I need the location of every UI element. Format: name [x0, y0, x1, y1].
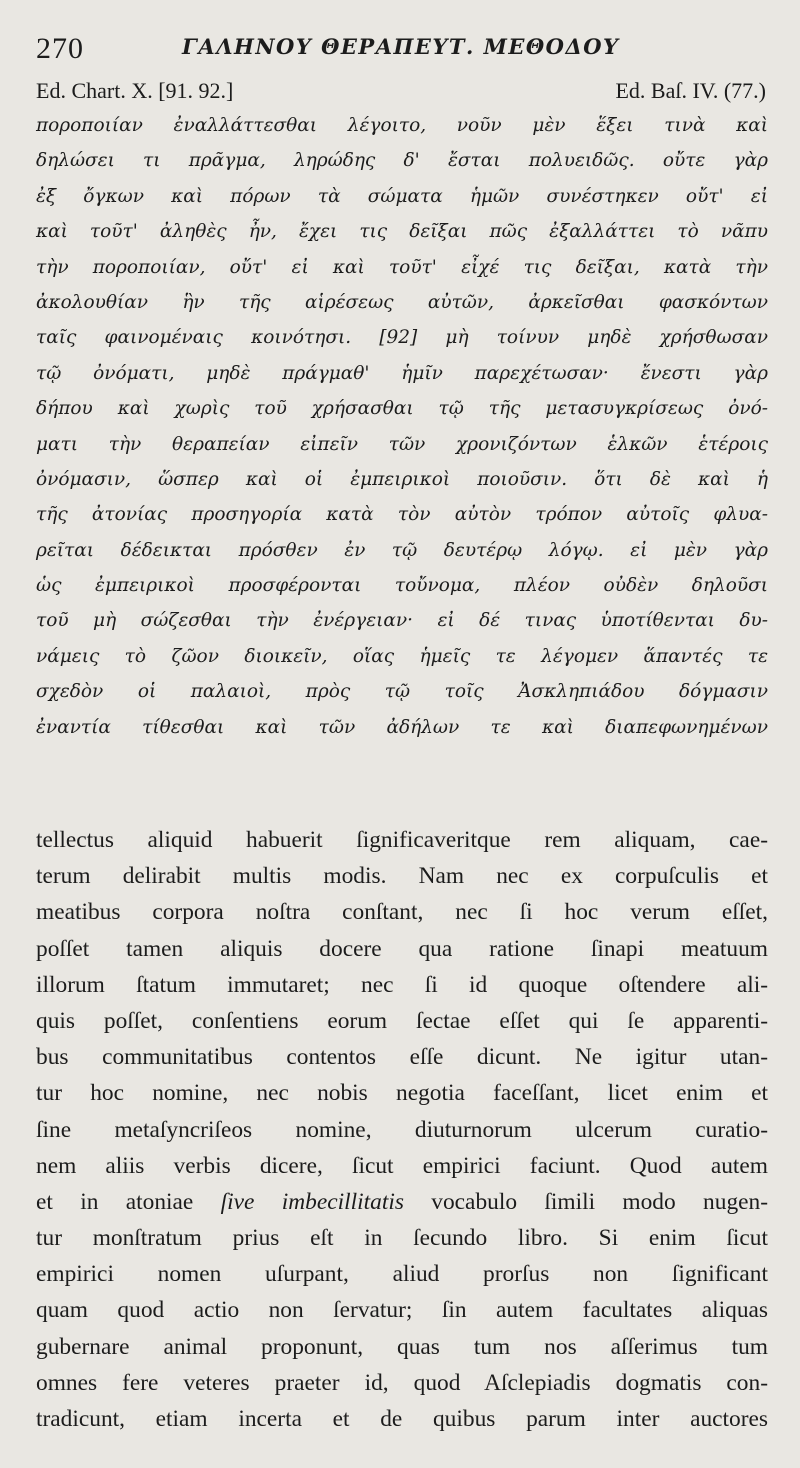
latin-line	[36, 894, 768, 930]
greek-line: νάμεις τὸ ζῶον διοικεῖν, οἵας ἡμεῖς τε λέγομεν ἅπαντές τε	[36, 645, 768, 667]
edition-chartier-reference: Ed. Chart. X. [91. 92.]	[36, 78, 234, 103]
greek-line: ὀνόμασιν, ὥσπερ καὶ οἱ ἐμπειρικοὶ ποιοῦσιν. ὅτι δὲ καὶ ἡ	[36, 468, 768, 490]
latin-line	[36, 1148, 768, 1184]
latin-text: omnes fere veteres praeter id, quod Aſclepiadis dogmatis con-	[36, 1369, 768, 1396]
latin-text: tur hoc nomine, nec nobis negotia faceſſant, licet enim et	[36, 1080, 768, 1107]
latin-text: vocabulo ſimili modo nugen-	[403, 1188, 769, 1215]
greek-line: ρεῖται δέδεικται πρόσθεν ἐν τῷ δευτέρῳ λόγῳ. εἰ μὲν γὰρ	[36, 539, 768, 561]
latin-text: nem aliis verbis dicere, ſicut empirici faciunt. Quod autem	[36, 1152, 768, 1179]
greek-line: πορoποιίαν ἐναλλάττεσθαι λέγοιτο, νοῦν μὲν ἕξει τινὰ καὶ	[36, 115, 768, 136]
latin-italic-gloss: ſive imbecillitatis	[220, 1188, 404, 1215]
latin-text: tellectus aliquid habuerit ſignificaveritque rem aliquam, cae-	[36, 827, 768, 853]
latin-line	[36, 858, 768, 894]
greek-line: ἐναντία τίθεσθαι καὶ τῶν ἀδήλων τε καὶ διαπεφωνημένων	[36, 716, 768, 738]
greek-line: ματι τὴν θεραπείαν εἰπεῖν τῶν χρονιζόντων ἑλκῶν ἑτέροις	[36, 433, 768, 455]
latin-line	[36, 1220, 768, 1256]
latin-text: et in atoniae	[36, 1188, 221, 1215]
latin-line	[36, 1184, 768, 1220]
greek-text-block	[36, 108, 768, 745]
latin-text: gubernare animal proponunt, quas tum nos aſſerimus tum	[36, 1333, 768, 1360]
latin-text: poſſet tamen aliquis docere qua ratione ſinapi meatuum	[36, 935, 768, 962]
greek-line: τῷ ὀνόματι, μηδὲ πράγμαθ' ἡμῖν παρεχέτωσαν· ἔνεστι γὰρ	[36, 362, 768, 384]
latin-line	[36, 1075, 768, 1111]
page-header	[36, 30, 766, 64]
latin-line	[36, 967, 768, 1003]
page-number: 270	[36, 32, 84, 65]
greek-line: δηλώσει τι πρᾶγμα, ληρώδης δ' ἔσται πολυειδῶς. οὔτε γὰρ	[36, 150, 768, 172]
greek-line: τὴν πορoποιίαν, οὔτ' εἰ καὶ τοῦτ' εἶχέ τις δεῖξαι, κατὰ τὴν	[36, 256, 768, 278]
latin-line	[36, 1365, 768, 1401]
latin-text: meatibus corpora noſtra conſtant, nec ſi hoc verum eſſet,	[36, 899, 768, 926]
greek-line: τοῦ μὴ σώζεσθαι τὴν ἐνέργειαν· εἰ δέ τινας ὑποτίθενται δυ-	[36, 610, 768, 632]
latin-line	[36, 1401, 768, 1437]
latin-text: quam quod actio non ſervatur; ſin autem facultates aliquas	[36, 1297, 768, 1324]
greek-line: σχεδὸν οἱ παλαιοὶ, πρὸς τῷ τοῖς Ἀσκληπιάδου δόγμασιν	[36, 681, 768, 703]
latin-line	[36, 1003, 768, 1039]
greek-line: καὶ τοῦτ' ἀληθὲς ἦν, ἔχει τις δεῖξαι πῶς ἐξαλλάττει τὸ νᾶπυ	[36, 221, 768, 243]
latin-line	[36, 1329, 768, 1365]
latin-text: illorum ſtatum immutaret; nec ſi id quoque oſtendere ali-	[36, 971, 768, 998]
latin-text-block	[36, 822, 768, 1437]
greek-line: ἀκολουθίαν ἣν τῆς αἱρέσεως αὐτῶν, ἀρκεῖσθαι φασκόντων	[36, 291, 768, 313]
latin-text: quis poſſet, conſentiens eorum ſectae eſſet qui ſe apparenti-	[36, 1007, 768, 1034]
greek-line: ἐξ ὄγκων καὶ πόρων τὰ σώματα ἡμῶν συνέστηκεν οὔτ' εἰ	[36, 185, 768, 207]
latin-line	[36, 931, 768, 967]
latin-line	[36, 1039, 768, 1075]
running-title: ΓΑΛΗΝΟΥ ΘΕΡΑΠΕΥΤ. ΜΕΘΟΔΟΥ	[182, 34, 620, 59]
latin-text: ſine metaſyncriſeos nomine, diuturnorum ulcerum curatio-	[36, 1116, 768, 1143]
latin-text: tradicunt, etiam incerta et de quibus parum inter auctores	[36, 1406, 768, 1432]
latin-line	[36, 1256, 768, 1292]
edition-basel-reference: Ed. Baſ. IV. (77.)	[615, 78, 766, 103]
edition-references	[36, 78, 766, 108]
greek-line: ταῖς φαινομέναις κοινότησι. [92] μὴ τοίνυν μηδὲ χρήσθωσαν	[36, 327, 768, 349]
greek-line: τῆς ἀτονίας προσηγορία κατὰ τὸν αὐτὸν τρόπον αὐτοῖς φλυα-	[36, 504, 768, 526]
latin-line	[36, 1292, 768, 1328]
greek-line: ὡς ἐμπειρικοὶ προσφέρονται τοὔνομα, πλέον οὐδὲν δηλοῦσι	[36, 575, 768, 597]
latin-text: tur monſtratum prius eſt in ſecundo libro. Si enim ſicut	[36, 1225, 768, 1252]
latin-text: empirici nomen uſurpant, aliud prorſus non ſignificant	[36, 1261, 768, 1288]
latin-line	[36, 822, 768, 858]
greek-line: δήπου καὶ χωρὶς τοῦ χρήσασθαι τῷ τῆς μετασυγκρίσεως ὀνό-	[36, 398, 768, 420]
latin-text: bus communitatibus contentos eſſe dicunt. Ne igitur utan-	[36, 1044, 768, 1071]
latin-line	[36, 1112, 768, 1148]
latin-text: terum delirabit multis modis. Nam nec ex corpuſculis et	[36, 863, 768, 890]
